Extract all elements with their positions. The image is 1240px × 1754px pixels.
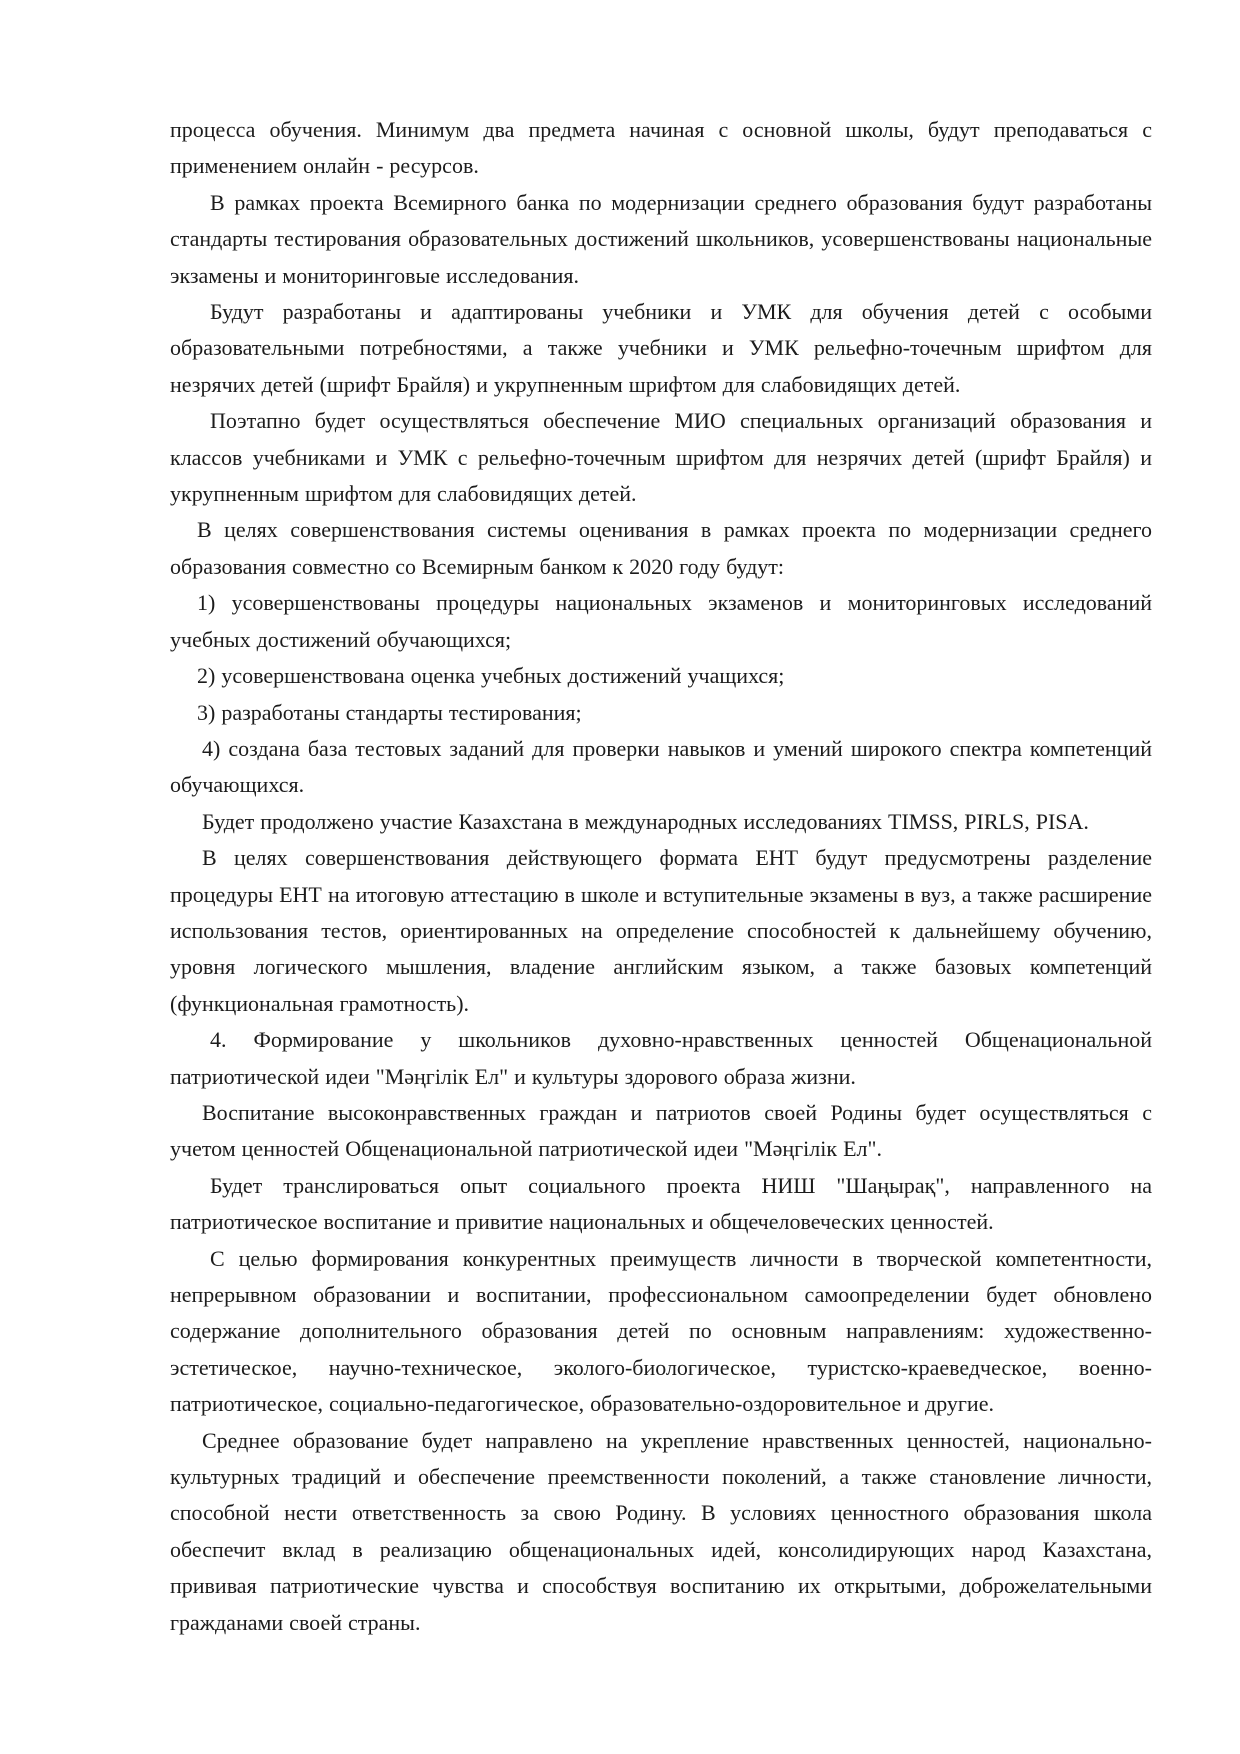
paragraph: Среднее образование будет направлено на укрепление нравственных ценностей, национально-культурных традиций и обеспечение преемственности поколений, а также становление личности, способной нести ответственность за свою Родину. В условиях ценностного образования школа обеспечит вклад в реализацию общенациональных идей, консолидирующих народ Казахстана, прививая патриотические чувства и способствуя воспитанию их открытыми, доброжелательными гражданами своей страны. [170,1427,1152,1635]
paragraph: С целью формирования конкурентных преимуществ личности в творческой компетентности, непрерывном образовании и воспитании, профессиональном самоопределении будет обновлено содержание дополнительного образования детей по основным направлениям: художественно-эстетическое, научно-техническое, эколого-биологическое, туристско-краеведческое, военно-патриотическое, социально-педагогическое, образовательно-оздоровительное и другие. [170,1245,1152,1417]
paragraph: Будут разработаны и адаптированы учебники и УМК для обучения детей с особыми образовательными потребностями, а также учебники и УМК рельефно-точечным шрифтом для незрячих детей (шрифт Брайля) и укрупненным шрифтом для слабовидящих детей. [170,299,1152,397]
paragraph: В целях совершенствования действующего формата ЕНТ будут предусмотрены разделение процедуры ЕНТ на итоговую аттестацию в школе и вступительные экзамены в вуз, а также расширение использования тестов, ориентированных на определение способностей к дальнейшему обучению, уровня логического мышления, владение английским языком, а также базовых компетенций (функциональная грамотность). [170,845,1152,1016]
paragraph: Будет транслироваться опыт социального проекта НИШ "Шаңырақ", направленного на патриотическое воспитание и привитие национальных и общечеловеческих ценностей. [170,1172,1152,1235]
paragraph: В рамках проекта Всемирного банка по модернизации среднего образования будут разработаны стандарты тестирования образовательных достижений школьников, усовершенствованы национальные экзамены и мониторинговые исследования. [170,189,1152,288]
paragraph: Воспитание высоконравственных граждан и патриотов своей Родины будет осуществляться с учетом ценностей Общенациональной патриотической идеи "Мәңгілік Ел". [170,1099,1152,1162]
section-heading-paragraph: 4. Формирование у школьников духовно-нравственных ценностей Общенациональной патриотической идеи "Мәңгілік Ел" и культуры здорового образа жизни. [170,1027,1152,1089]
paragraph: Поэтапно будет осуществляться обеспечение МИО специальных организаций образования и классов учебниками и УМК с рельефно-точечным шрифтом для незрячих детей (шрифт Брайля) и укрупненным шрифтом для слабовидящих детей. [170,408,1152,507]
list-item: 4) создана база тестовых заданий для проверки навыков и умений широкого спектра компетенций обучающихся. [170,735,1152,798]
paragraph-continuation: процесса обучения. Минимум два предмета начиная с основной школы, будут преподаваться с применением онлайн - ресурсов. [170,117,1152,179]
list-item: 1) усовершенствованы процедуры национальных экзаменов и мониторинговых исследований учебных достижений обучающихся; [170,590,1152,652]
paragraph: В целях совершенствования системы оценивания в рамках проекта по модернизации среднего образования совместно со Всемирным банком к 2020 году будут: [170,517,1152,579]
page-content [170,112,1152,1641]
list-item: 2) усовершенствована оценка учебных достижений учащихся; [197,663,785,689]
paragraph: Будет продолжено участие Казахстана в международных исследованиях TIMSS, PIRLS, PISA. [202,808,1089,834]
list-item: 3) разработаны стандарты тестирования; [197,699,582,725]
